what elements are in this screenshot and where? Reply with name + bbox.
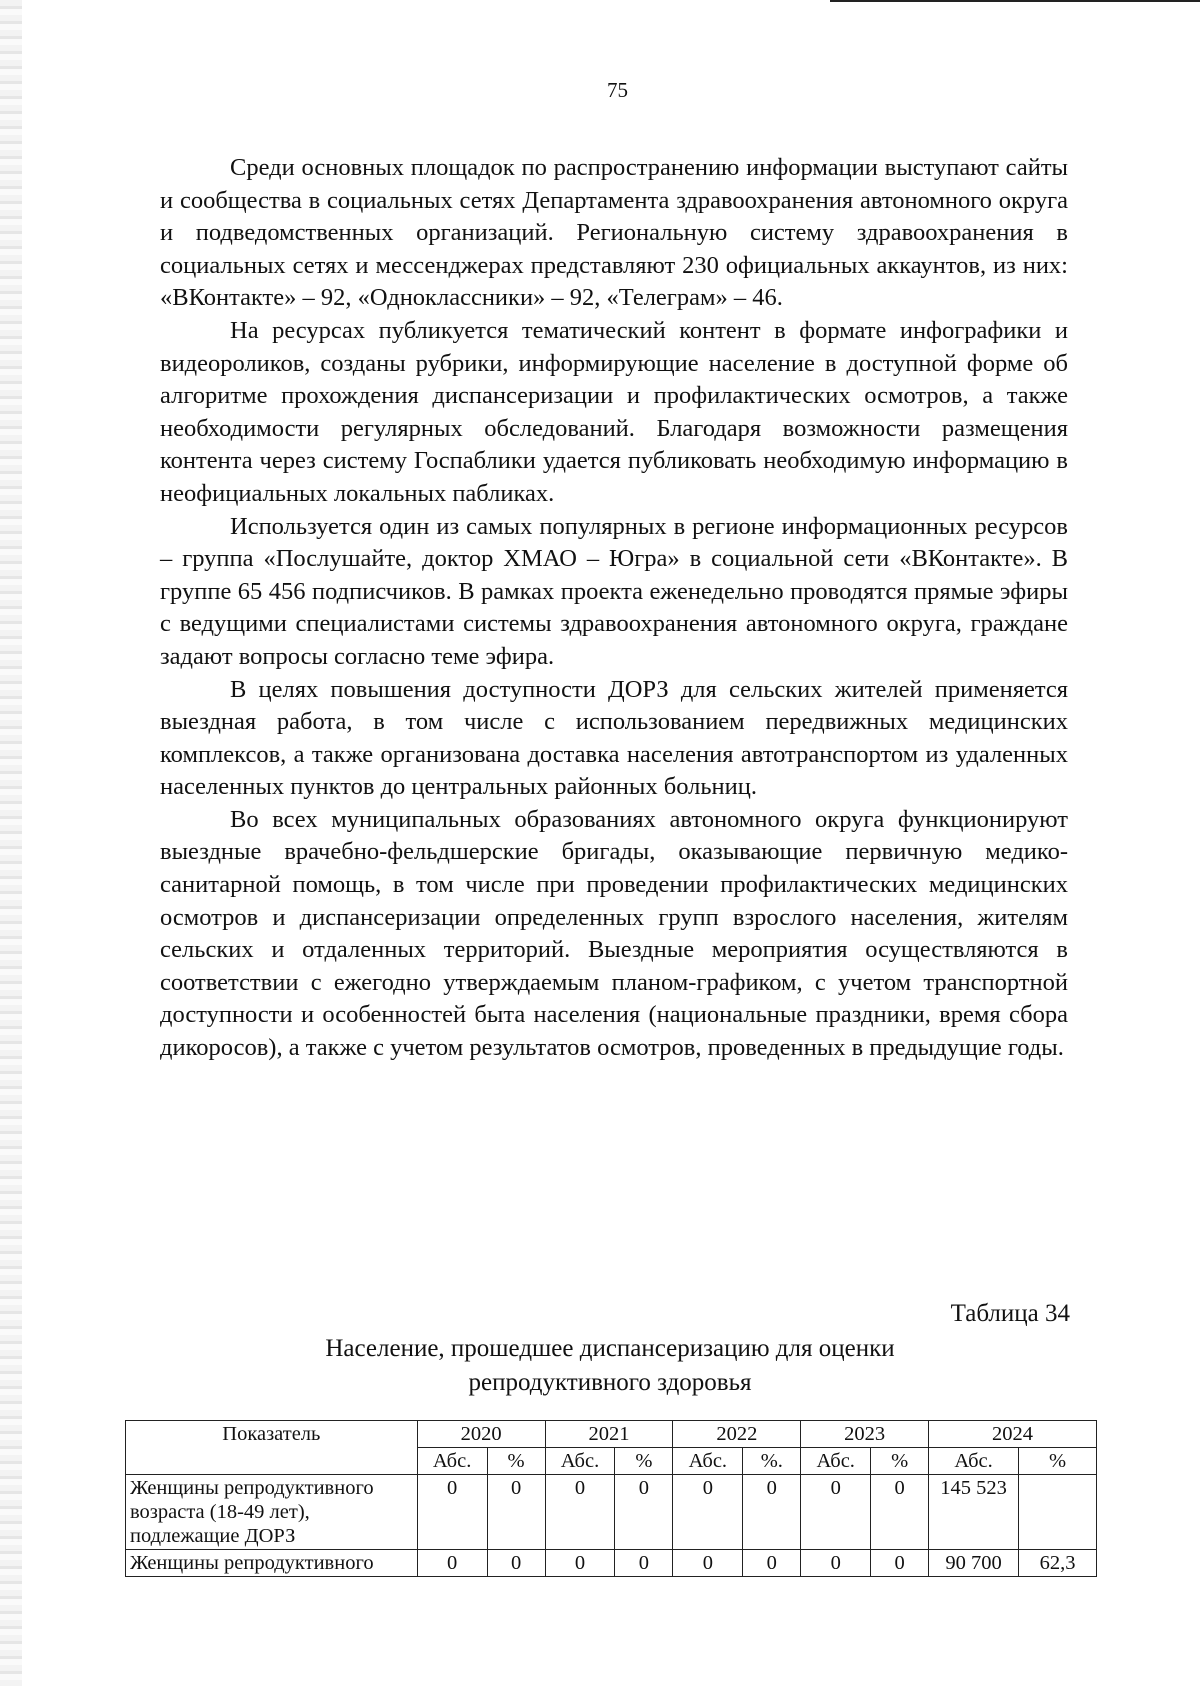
header-indicator: Показатель: [126, 1421, 418, 1475]
table-title: [140, 1332, 1080, 1400]
top-rule: [830, 0, 1200, 2]
paragraph: В целях повышения доступности ДОРЗ для сельских жителей применяется выездная работа, в том числе с использованием передвижных медицинских комплексов, а также организована доставка населения автотранспортом из удаленных населенных пунктов до центральных районных больниц.: [160, 675, 1068, 801]
header-year: 2022: [673, 1421, 801, 1448]
subheader: %: [871, 1448, 929, 1475]
subheader: %: [1019, 1448, 1097, 1475]
table-cell: 0: [545, 1550, 615, 1577]
table-cell: 0: [801, 1475, 871, 1550]
table-row: [126, 1475, 1097, 1550]
page-number: 75: [607, 78, 628, 102]
table-cell: 0: [615, 1550, 673, 1577]
data-table: [125, 1420, 1097, 1577]
table-cell: 90 700: [929, 1550, 1019, 1577]
table-cell: 0: [871, 1550, 929, 1577]
table-cell: 0: [743, 1550, 801, 1577]
body-text: [160, 152, 1068, 1065]
table-title-line: Население, прошедшее диспансеризацию для оценки: [325, 1335, 895, 1362]
paragraph: Во всех муниципальных образованиях автономного округа функционируют выездные врачебно-фельдшерские бригады, оказывающие первичную медико-санитарной помощь, в том числе при проведении профилактических медицинских осмотров и диспансеризации определенных групп взрослого населения, жителям сельских и отдаленных территорий. Выездные мероприятия осуществляются в соответствии с ежегодно утверждаемым планом-графиком, с учетом транспортной доступности и особенностей быта населения (национальные праздники, время сбора дикоросов), а также с учетом результатов осмотров, проведенных в предыдущие годы.: [160, 805, 1068, 1062]
table-cell: 145 523: [929, 1475, 1019, 1550]
table-cell: 0: [545, 1475, 615, 1550]
table-title-line: репродуктивного здоровья: [468, 1369, 752, 1396]
table-caption: Таблица 34: [950, 1300, 1070, 1327]
table-cell: 0: [487, 1475, 545, 1550]
subheader: Абс.: [929, 1448, 1019, 1475]
header-year: 2021: [545, 1421, 673, 1448]
subheader: Абс.: [417, 1448, 487, 1475]
row-label: Женщины репродуктивного: [126, 1550, 418, 1577]
subheader: %: [487, 1448, 545, 1475]
table-row: [126, 1550, 1097, 1577]
header-year: 2023: [801, 1421, 929, 1448]
row-label: Женщины репродуктивного возраста (18-49 лет), подлежащие ДОРЗ: [126, 1475, 418, 1550]
table-cell: 0: [615, 1475, 673, 1550]
subheader: Абс.: [545, 1448, 615, 1475]
paragraph: На ресурсах публикуется тематический контент в формате инфографики и видеороликов, созданы рубрики, информирующие население в доступной форме об алгоритме прохождения диспансеризации и профилактических осмотров, а также необходимости регулярных обследований. Благодаря возможности размещения контента через систему Госпаблики удается публиковать необходимую информацию в неофициальных локальных пабликах.: [160, 316, 1068, 507]
paragraph: Среди основных площадок по распространению информации выступают сайты и сообщества в социальных сетях Департамента здравоохранения автономного округа и подведомственных организаций. Региональную систему здравоохранения в социальных сетях и мессенджерах представляют 230 официальных аккаунтов, из них: «ВКонтакте» – 92, «Одноклассники» – 92, «Телеграм» – 46.: [160, 154, 1068, 312]
subheader: Абс.: [673, 1448, 743, 1475]
table-cell: 0: [871, 1475, 929, 1550]
table-cell: [1019, 1475, 1097, 1550]
table-cell: 0: [673, 1475, 743, 1550]
table-cell: 62,3: [1019, 1550, 1097, 1577]
header-year: 2020: [417, 1421, 545, 1448]
paragraph: Используется один из самых популярных в регионе информационных ресурсов – группа «Послушайте, доктор ХМАО – Югра» в социальной сети «ВКонтакте». В группе 65 456 подписчиков. В рамках проекта еженедельно проводятся прямые эфиры с ведущими специалистами системы здравоохранения автономного округа, граждане задают вопросы согласно теме эфира.: [160, 512, 1068, 670]
table-cell: 0: [743, 1475, 801, 1550]
subheader: %: [615, 1448, 673, 1475]
subheader: %.: [743, 1448, 801, 1475]
table-cell: 0: [801, 1550, 871, 1577]
table-cell: 0: [673, 1550, 743, 1577]
subheader: Абс.: [801, 1448, 871, 1475]
header-year: 2024: [929, 1421, 1097, 1448]
table-cell: 0: [487, 1550, 545, 1577]
scan-edge: [0, 0, 22, 1686]
table-cell: 0: [417, 1475, 487, 1550]
table-cell: 0: [417, 1550, 487, 1577]
